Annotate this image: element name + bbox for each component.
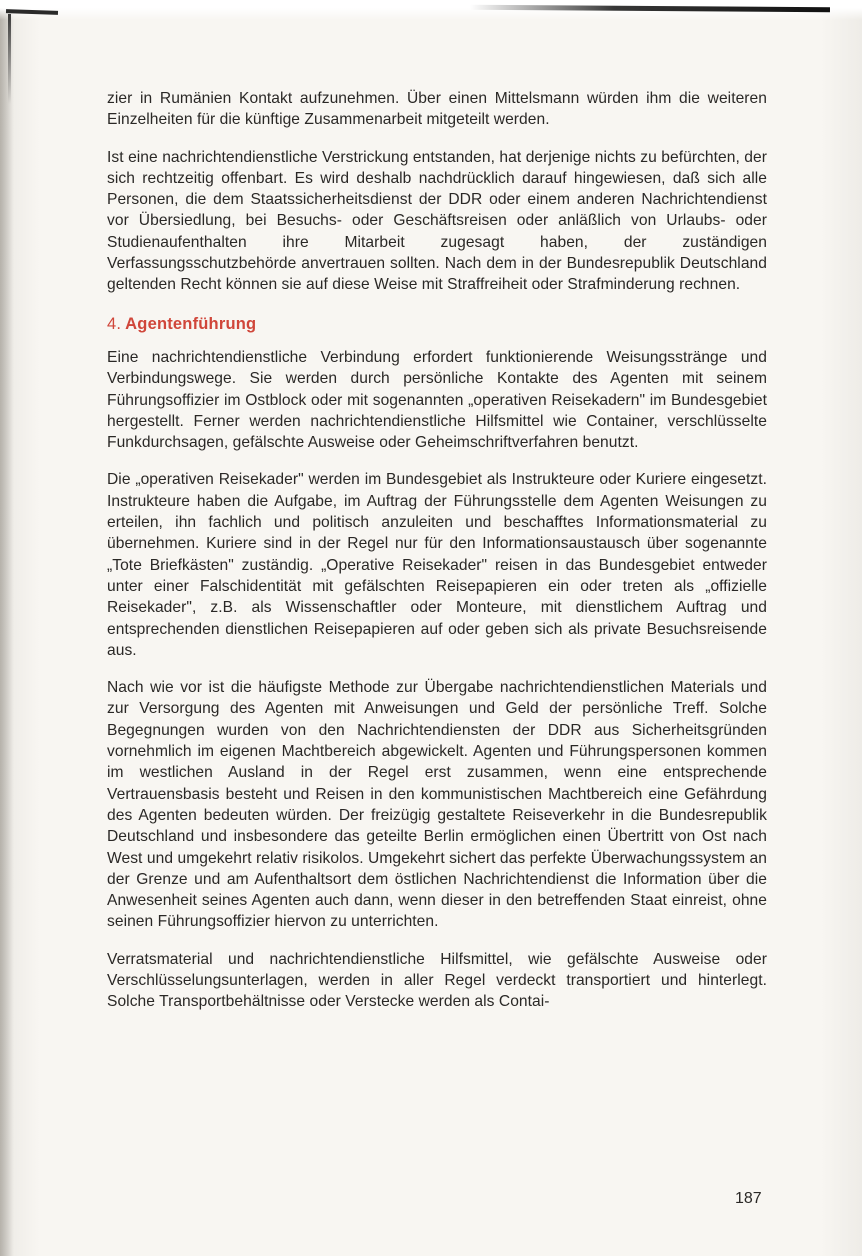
page-body xyxy=(107,88,767,1029)
paragraph-travel-cadres: Die „operativen Reisekader" werden im Bundesgebiet als Instrukteure oder Kuriere eingesetzt. Instrukteure haben die Aufgabe, im Auftrag der Führungsstelle dem Agenten Weisungen zu erteilen, ihn fachlich und politisch anzuleiten und beschafftes Informationsmaterial zu übernehmen. Kuriere sind in der Regel nur für den Informationsaustausch über sogenannte „Tote Briefkästen" zuständig. „Operative Reisekader" reisen in das Bundesgebiet entweder unter einer Falschidentität mit gefälschten Reisepapieren ein oder treten als „offizielle Reisekader", z.B. als Wissenschaftler oder Monteure, mit dienstlichem Auftrag und entsprechenden dienstlichen Reisepapieren auf oder geben sich als private Besuchsreisende aus. xyxy=(107,471,767,659)
paragraph-meetings: Nach wie vor ist die häufigste Methode zur Übergabe nachrichtendienstlichen Materials und zur Versorgung des Agenten mit Anweisungen und Geld der persönliche Treff. Solche Begegnungen wurden von den Nachrichtendiensten der DDR aus Sicherheitsgründen vornehmlich im eigenen Machtbereich abgewickelt. Agenten und Führungspersonen kommen im westlichen Ausland in der Regel erst zusammen, wenn eine entsprechende Vertrauensbasis besteht und Reisen in den kommunistischen Machtbereich eine Gefährdung des Agenten bedeuten würden. Der freizügig gestaltete Reiseverkehr in die Bundesrepublik Deutschland und insbesondere das geteilte Berlin ermöglichen einen Übertritt von Ost nach West und umgekehrt relativ risikolos. Umgekehrt sichert das perfekte Überwachungssystem an der Grenze und am Aufenthaltsort dem östlichen Nachrichtendienst die Information über die Anwesenheit seines Agenten auch dann, wenn dieser in den betreffenden Staat einreist, ohne seinen Führungsoffizier hiervon zu unterrichten. xyxy=(107,679,767,931)
page-number: 187 xyxy=(735,1190,762,1207)
section-heading xyxy=(107,314,767,335)
section-title: Agentenführung xyxy=(125,314,257,333)
paragraph-disclosure: Ist eine nachrichtendienstliche Verstrickung entstanden, hat derjenige nichts zu befürchten, der sich rechtzeitig offenbart. Es wird deshalb nachdrücklich darauf hingewiesen, daß sich alle Personen, die dem Staatssicherheitsdienst der DDR oder einem anderen Nachrichtendienst vor Übersiedlung, bei Besuchs- oder Geschäftsreisen oder anläßlich von Urlaubs- oder Studienaufenthalten ihre Mitarbeit zugesagt haben, der zuständigen Verfassungsschutzbehörde anvertrauen sollten. Nach dem in der Bundesrepublik Deutschland geltenden Recht können sie auf diese Weise mit Straffreiheit oder Strafminderung rechnen. xyxy=(107,148,767,294)
paragraph-continuation: zier in Rumänien Kontakt aufzunehmen. Über einen Mittelsmann würden ihm die weiteren Einzelheiten für die künftige Zusammenarbeit mitgeteilt werden. xyxy=(107,90,767,129)
paragraph-connection: Eine nachrichtendienstliche Verbindung erfordert funktionierende Weisungsstränge und Verbindungswege. Sie werden durch persönliche Kontakte des Agenten mit seinem Führungsoffizier im Ostblock oder mit sogenannten „operativen Reisekadern" im Bundesgebiet hergestellt. Ferner werden nachrichtendienstliche Hilfsmittel wie Container, verschlüsselte Funkdurchsagen, gefälschte Ausweise oder Geheimschriftverfahren benutzt. xyxy=(107,348,767,452)
gutter-shadow xyxy=(0,0,14,1256)
section-number: 4. xyxy=(107,314,122,333)
paragraph-transport: Verratsmaterial und nachrichtendienstliche Hilfsmittel, wie gefälschte Ausweise oder Verschlüsselungsunterlagen, werden in aller Regel verdeckt transportiert und hinterlegt. Solche Transportbehältnisse oder Verstecke werden als Contai- xyxy=(107,950,767,1011)
scan-left-bar xyxy=(8,14,11,104)
